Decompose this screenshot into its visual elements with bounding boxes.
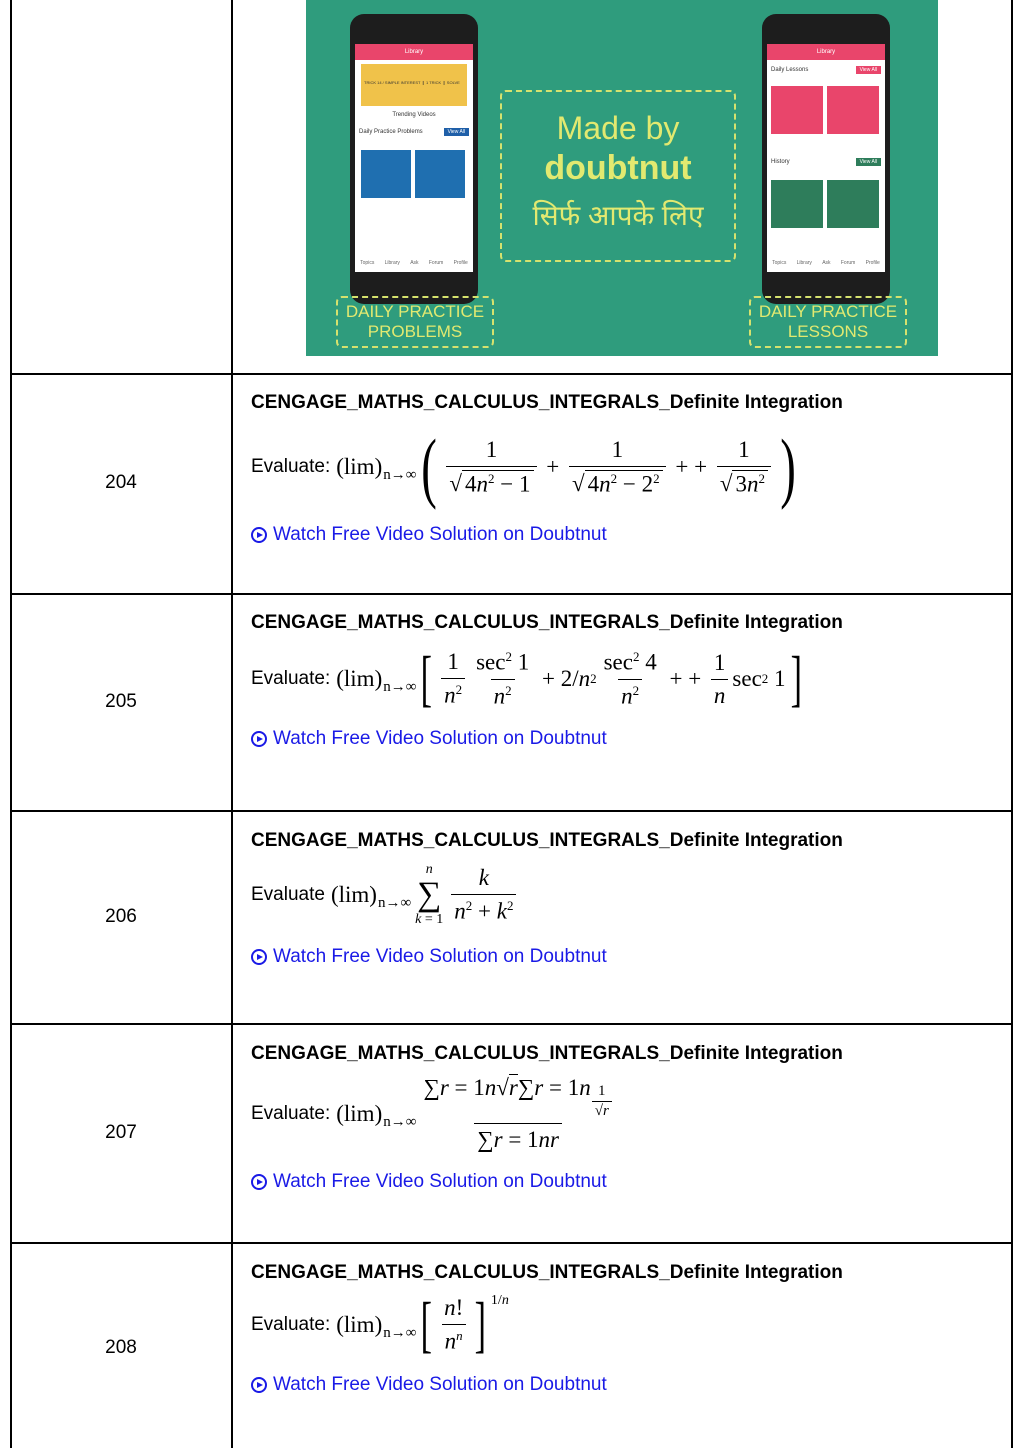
question-text [251,645,1001,713]
link-label: Watch Free Video Solution on Doubtnut [273,1374,607,1395]
trending-label: Trending Videos [392,112,436,118]
topic-heading: CENGAGE_MATHS_CALCULUS_INTEGRALS_Definite Integration [251,392,843,413]
phone-mockup-left [350,14,478,304]
watch-video-link[interactable] [251,1374,1001,1396]
row-divider [10,810,1013,812]
tab-forum: Forum [840,260,856,266]
question-text [251,862,1001,928]
tab-topics: Topics [772,260,787,266]
view-all-button: View All [856,66,881,74]
question-cell [251,830,1001,968]
tab-profile: Profile [865,260,880,266]
math-expression: (lim) n→∞ n ∑ k = 1 $\frac{k}{n^2 + k^2}$ [331,862,521,928]
history-card [827,180,879,228]
question-cell [251,392,1001,546]
phone-header: Library [355,44,473,60]
tab-ask: Ask [410,260,419,266]
link-label: Watch Free Video Solution on Doubtnut [273,946,607,967]
watch-video-link[interactable] [251,1171,1001,1193]
row-divider [10,1242,1013,1244]
doubtnut-logo [502,149,734,188]
brand-text: doubtnut [544,149,692,187]
daily-practice-lessons-label: DAILY PRACTICE LESSONS [749,296,907,348]
link-label: Watch Free Video Solution on Doubtnut [273,1171,607,1192]
math-expression: (lim) n→∞ ∑r = 1n√r∑r = 1n $\frac{1}{√r}$ ∑r = 1nr [336,1075,620,1153]
made-by-box [500,90,736,262]
hindi-tagline: सिर्फ आपके लिए [532,200,704,231]
question-number: 204 [105,472,137,493]
play-circle-icon [251,949,267,965]
question-number: 205 [105,691,137,712]
question-text [251,1075,1001,1153]
question-number: 207 [105,1122,137,1143]
play-circle-icon [251,527,267,543]
tab-library: Library [796,260,812,266]
section-title: History [771,159,790,165]
question-cell [251,1043,1001,1193]
play-circle-icon [251,731,267,747]
question-text [251,423,1001,510]
view-all-button: View All [444,128,469,136]
tab-forum: Forum [428,260,444,266]
play-circle-icon [251,1377,267,1393]
tab-ask: Ask [822,260,831,266]
table-column-divider [231,0,233,1448]
lesson-card [771,86,823,134]
evaluate-label: Evaluate: [251,1314,331,1335]
play-circle-icon [251,1174,267,1190]
section-title: Daily Practice Problems [359,129,423,135]
topic-heading: CENGAGE_MATHS_CALCULUS_INTEGRALS_Definite Integration [251,1043,843,1064]
practice-card [415,150,465,198]
video-card: TRICK 14 / SIMPLE INTEREST ❙ 1 TRICK ❙ SOLVE [361,64,467,106]
phone-mockup-right [762,14,890,304]
row-divider [10,1023,1013,1025]
math-expression: (lim) n→∞ ( 1 √ $4n^2 - 1$ + 1 √ $4n^2 - 2^2$ + + 1 √ $3n^2$ ) [336,423,796,510]
question-number: 208 [105,1337,137,1358]
evaluate-label: Evaluate: [251,1103,331,1124]
math-expression: (lim) n→∞ [ $\frac{1}{n^2}$ $\frac{\sec^2 1}{n^2}$ + 2/ n 2 $\frac{\sec^2 4}{n^2}$ + + $\frac{1}{n}$ sec 2 1 ] [336,645,802,713]
question-cell [251,1262,1001,1396]
history-card [771,180,823,228]
lesson-card [827,86,879,134]
tab-profile: Profile [453,260,468,266]
watch-video-link[interactable] [251,524,1001,546]
phone-header: Library [767,44,885,60]
table-border-right [1011,0,1013,1448]
daily-practice-problems-label: DAILY PRACTICE PROBLEMS [336,296,494,348]
watch-video-link[interactable] [251,728,1001,750]
evaluate-label: Evaluate: [251,456,331,477]
section-title: Daily Lessons [771,67,809,73]
question-number: 206 [105,906,137,927]
made-by-text: Made by [556,110,680,146]
practice-card [361,150,411,198]
table-border-left [10,0,12,1448]
link-label: Watch Free Video Solution on Doubtnut [273,728,607,749]
topic-heading: CENGAGE_MATHS_CALCULUS_INTEGRALS_Definite Integration [251,830,843,851]
topic-heading: CENGAGE_MATHS_CALCULUS_INTEGRALS_Definite Integration [251,612,843,633]
math-expression: (lim) n→∞ [ $\frac{n!}{n^n}$ ] 1/n [336,1291,509,1359]
topic-heading: CENGAGE_MATHS_CALCULUS_INTEGRALS_Definite Integration [251,1262,843,1283]
link-label: Watch Free Video Solution on Doubtnut [273,524,607,545]
doubtnut-promo-banner [306,0,938,356]
tab-topics: Topics [360,260,375,266]
question-cell [251,612,1001,750]
row-divider [10,373,1013,375]
view-all-button: View All [856,158,881,166]
evaluate-label: Evaluate: [251,668,331,689]
question-text [251,1291,1001,1359]
row-divider [10,593,1013,595]
evaluate-label: Evaluate [251,884,325,905]
tab-library: Library [384,260,400,266]
watch-video-link[interactable] [251,946,1001,968]
